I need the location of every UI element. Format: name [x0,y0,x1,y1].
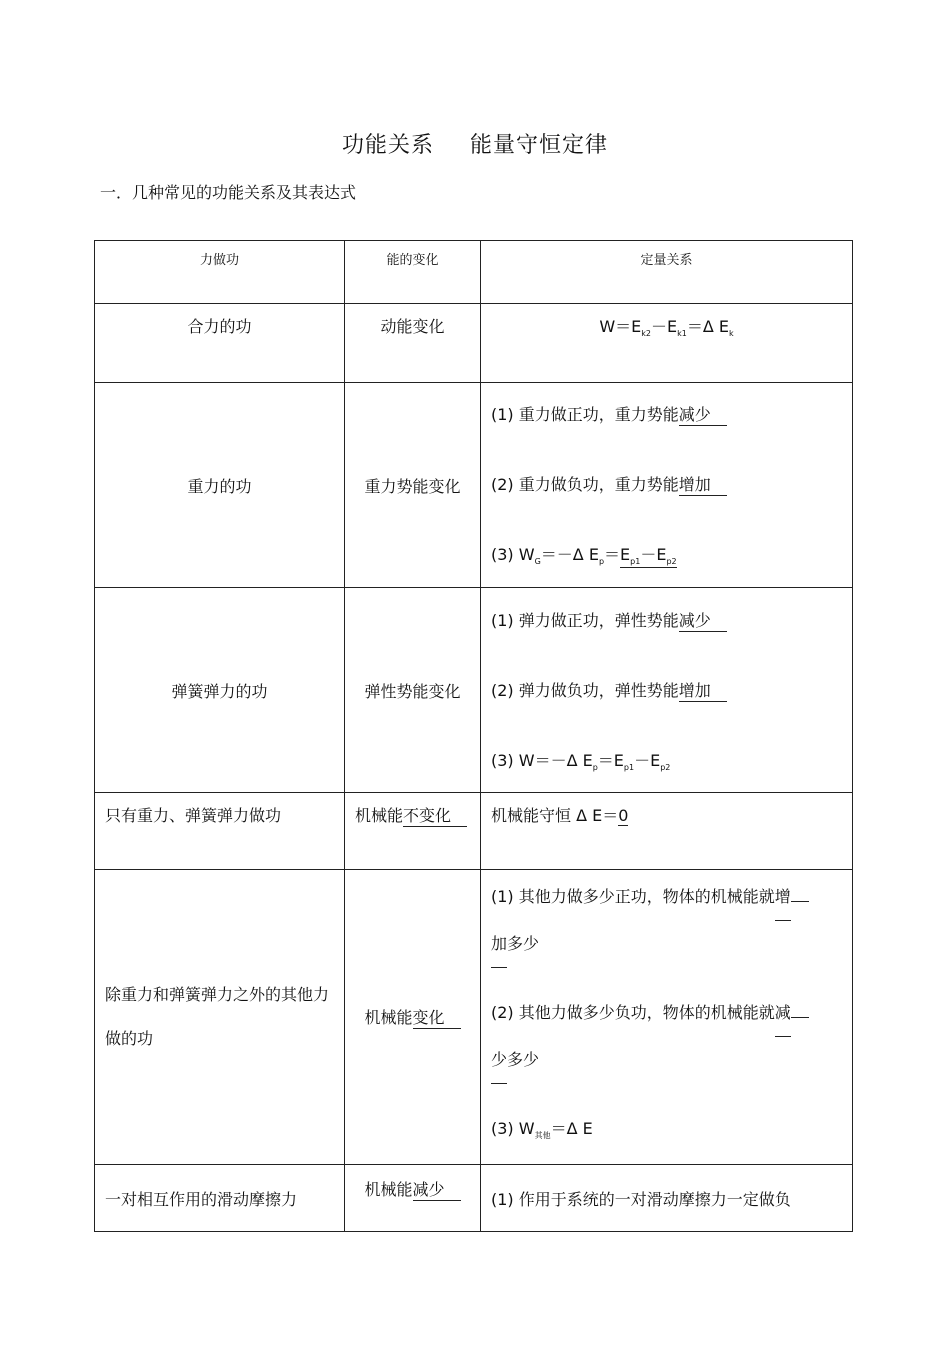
line-text: E [620,545,631,565]
line-text: (2) 弹力做负功，弹性势能 [491,680,679,700]
header-change: 能的变化 [345,241,481,304]
rel-sub: p1 [630,557,641,567]
table-row [95,793,853,870]
cell-change: 重力势能变化 [345,383,481,588]
relation-line [491,748,842,772]
title-part1: 功能关系 [341,133,434,158]
cell-relation: (1) 作用于系统的一对滑动摩擦力一定做负 [481,1165,853,1232]
rel-sub: p [598,557,605,567]
line-text: －E [640,545,667,565]
answer-blank: 少 [491,1037,507,1084]
answer-blank: 减少 [413,1177,461,1201]
answer-blank: 减 [775,990,791,1037]
relation-line [491,990,842,1037]
relation-line [491,874,842,921]
header-relation: 定量关系 [481,241,853,304]
line-text: ＝Δ E [550,1119,593,1139]
relation-line [491,402,842,426]
answer-blank: 加 [491,921,507,968]
answer-blank: 增加 [679,678,727,702]
rel-sub: p1 [623,763,635,773]
answer-blank: 增 [775,874,791,921]
line-text: (3) W [491,1119,535,1139]
cell-relation [481,793,853,870]
line-text: (3) W [491,545,535,565]
cell-change [345,793,481,870]
rel-text: ＝Δ E [686,317,730,336]
title-part2: 能量守恒定律 [470,133,609,158]
table-header-row [95,241,853,304]
cell-force: 只有重力、弹簧弹力做功 [95,793,345,870]
cell-relation [481,304,853,383]
table-row [95,870,853,1165]
relation-line [491,608,842,632]
rel-sub: k2 [641,329,651,339]
cell-force: 弹簧弹力的功 [95,588,345,793]
rel-sub: G [534,557,541,567]
line-text: (2) 其他力做多少负功，物体的机械能就 [491,1003,775,1023]
table-row [95,383,853,588]
line-text: 多少 [507,934,540,954]
relation-line [491,1106,842,1159]
rel-sub: p2 [660,763,671,773]
cell-relation [481,870,853,1165]
line-text: (3) W＝－Δ E [491,750,593,770]
section-heading: 一．几种常见的功能关系及其表达式 [100,183,357,202]
line-text: 机械能 [355,806,404,825]
line-text: 机械能守恒 Δ E＝ [491,806,619,825]
relation-line [491,678,842,702]
line-text: 机械能 [364,1180,413,1199]
cell-force: 重力的功 [95,383,345,588]
cell-change [345,870,481,1165]
rel-sub: k1 [677,329,687,339]
cell-relation [481,588,853,793]
answer-blank: 减少 [679,608,727,632]
cell-force: 除重力和弹簧弹力之外的其他力做的功 [95,870,345,1165]
line-text: ＝－Δ E [540,545,599,565]
line-text: (2) 重力做负功，重力势能 [491,475,679,495]
cell-change [345,1165,481,1232]
cell-relation [481,383,853,588]
blank-line [791,887,809,902]
header-force: 力做功 [95,241,345,304]
rel-sub: p2 [666,557,677,567]
line-text: (1) 其他力做多少正功，物体的机械能就 [491,887,775,907]
cell-force: 一对相互作用的滑动摩擦力 [95,1165,345,1232]
table-row [95,588,853,793]
answer-blank: 变化 [413,1005,461,1029]
relation-line [491,542,842,567]
relation-line [491,472,842,496]
relation-line [491,1037,842,1084]
line-text: (1) 重力做正功，重力势能 [491,405,679,425]
blank-line [791,1003,809,1018]
cell-change: 动能变化 [345,304,481,383]
answer-blank [620,542,677,567]
answer-blank: 增加 [679,472,727,496]
page-title [0,128,950,159]
answer-blank: 减少 [679,402,727,426]
rel-sub: p [592,763,598,773]
line-text: －E [634,750,661,770]
line-text: 多少 [507,1050,540,1070]
line-text: ＝E [597,750,624,770]
energy-relations-table [94,240,853,1232]
line-text: (1) 弹力做正功，弹性势能 [491,610,679,630]
relation-line [491,921,842,968]
table-row [95,304,853,383]
rel-text: －E [651,317,678,336]
line-text: ＝ [604,545,621,565]
rel-sub: 其他 [534,1131,551,1141]
rel-text: W＝E [599,317,642,336]
line-text: 机械能 [364,1008,413,1027]
cell-force: 合力的功 [95,304,345,383]
rel-sub: k [729,329,734,339]
answer-blank: 不变化 [403,803,467,827]
cell-change: 弹性势能变化 [345,588,481,793]
answer-blank: 0 [618,806,629,825]
table-row [95,1165,853,1232]
